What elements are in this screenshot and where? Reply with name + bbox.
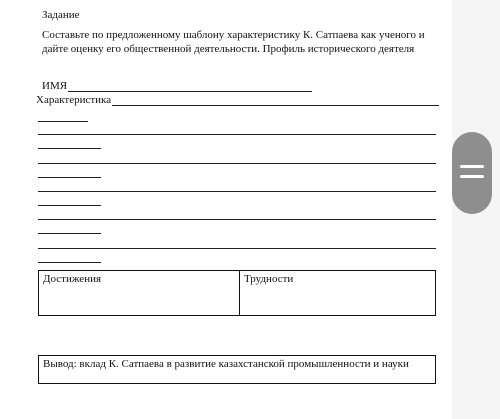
- conclusion-box: [38, 355, 436, 384]
- name-blank-line: [42, 91, 312, 92]
- blank-line-long: [38, 248, 436, 249]
- achievements-cell: [39, 271, 240, 315]
- blank-line-long: [38, 219, 436, 220]
- characteristic-field-row: [36, 93, 439, 107]
- blank-line-long: [38, 191, 436, 192]
- name-field-row: [42, 80, 312, 93]
- blank-line-long: [38, 134, 436, 135]
- assignment-heading: Задание: [42, 9, 80, 21]
- difficulties-header: Трудности: [244, 273, 294, 285]
- blank-line-short: [38, 177, 101, 178]
- scroll-handle[interactable]: [452, 132, 492, 214]
- achievements-header: Достижения: [43, 273, 102, 285]
- task-description: Составьте по предложенному шаблону характеристику К. Сатпаева как ученого и дайте оценку его общественной деятельности. Профиль исторического деятеля: [42, 29, 425, 55]
- hamburger-icon-bar: [460, 175, 484, 178]
- achievements-difficulties-table: [38, 270, 436, 316]
- difficulties-cell: [240, 271, 435, 315]
- hamburger-icon-bar: [460, 165, 484, 168]
- blank-line-short: [38, 262, 101, 263]
- blank-line-short: [38, 205, 101, 206]
- conclusion-text: Вывод: вклад К. Сатпаева в развитие казахстанской промышленности и науки: [43, 358, 409, 370]
- name-label: ИМЯ: [42, 80, 68, 92]
- characteristic-label: Характеристика: [36, 94, 112, 106]
- blank-line-short: [38, 121, 88, 122]
- blank-line-short: [38, 233, 101, 234]
- blank-line-long: [38, 163, 436, 164]
- blank-line-short: [38, 148, 101, 149]
